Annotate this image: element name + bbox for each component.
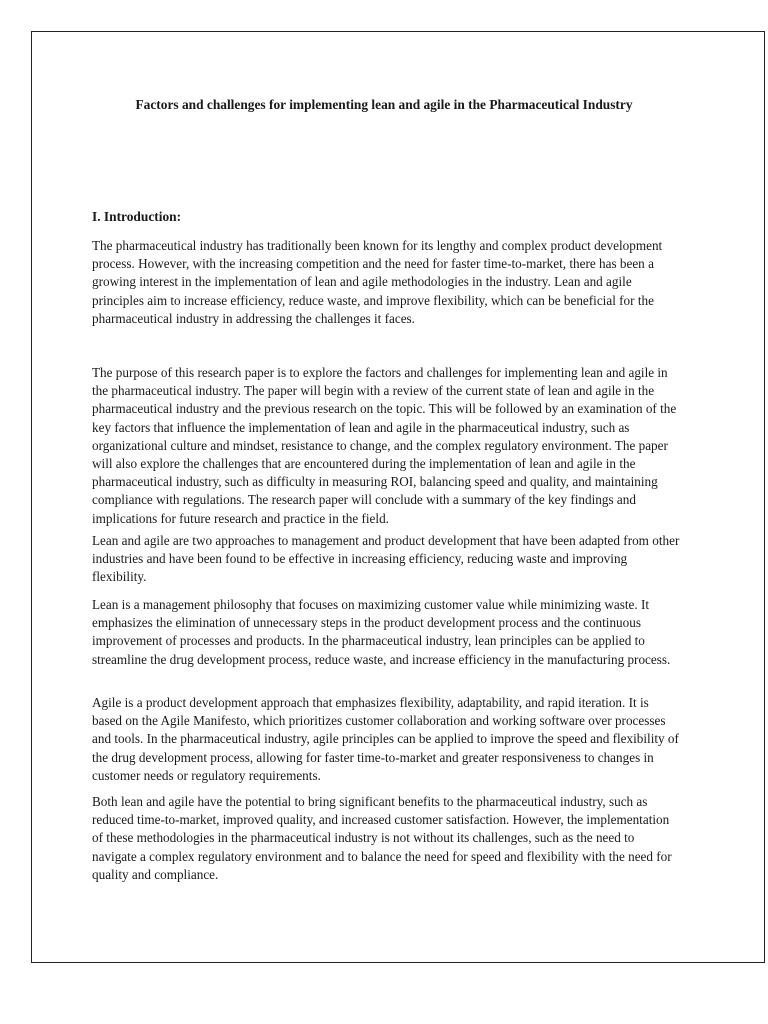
paragraph: Agile is a product development approach that emphasizes flexibility, adaptability, and rapid iteration. It is based on the Agile Manifesto, which prioritizes customer collaboration and working software over processes and tools. In the pharmaceutical industry, agile principles can be applied to improve the speed and flexibility of the drug development process, allowing for faster time-to-market and greater responsiveness to changes in customer needs or regulatory requirements.: [92, 695, 679, 783]
paragraph: Both lean and agile have the potential to bring significant benefits to the pharmaceutical industry, such as reduced time-to-market, improved quality, and increased customer satisfaction. However, the implementation of these methodologies in the pharmaceutical industry is not without its challenges, such as the need to navigate a complex regulatory environment and to balance the need for speed and flexibility with the need for quality and compliance.: [92, 794, 672, 882]
document-title: Factors and challenges for implementing lean and agile in the Pharmaceutical Industry: [135, 97, 633, 112]
paragraph: Lean is a management philosophy that focuses on maximizing customer value while minimizing waste. It emphasizes the elimination of unnecessary steps in the product development process and the continuous improvement of processes and products. In the pharmaceutical industry, lean principles can be applied to streamline the drug development process, reduce waste, and increase efficiency in the manufacturing process.: [92, 597, 671, 667]
paragraph: Lean and agile are two approaches to management and product development that have been adapted from other industries and have been found to be effective in increasing efficiency, reducing waste and improving flexibility.: [92, 533, 680, 585]
section-heading-introduction: I. Introduction:: [92, 209, 182, 224]
paragraph: The pharmaceutical industry has traditionally been known for its lengthy and complex product development process. However, with the increasing competition and the need for faster time-to-market, there has been a growing interest in the implementation of lean and agile methodologies in the industry. Lean and agile principles aim to increase efficiency, reduce waste, and improve flexibility, which can be beneficial for the pharmaceutical industry in addressing the challenges it faces.: [92, 238, 663, 326]
paragraph: The purpose of this research paper is to explore the factors and challenges for implementing lean and agile in the pharmaceutical industry. The paper will begin with a review of the current state of lean and agile in the pharmaceutical industry and the previous research on the topic. This will be followed by an examination of the key factors that influence the implementation of lean and agile in the pharmaceutical industry, such as organizational culture and mindset, resistance to change, and the complex regulatory environment. The paper will also explore the challenges that are encountered during the implementation of lean and agile in the pharmaceutical industry, such as difficulty in measuring ROI, balancing speed and quality, and maintaining compliance with regulations. The research paper will conclude with a summary of the key findings and implications for future research and practice in the field.: [92, 365, 677, 526]
document-page: [31, 31, 765, 963]
